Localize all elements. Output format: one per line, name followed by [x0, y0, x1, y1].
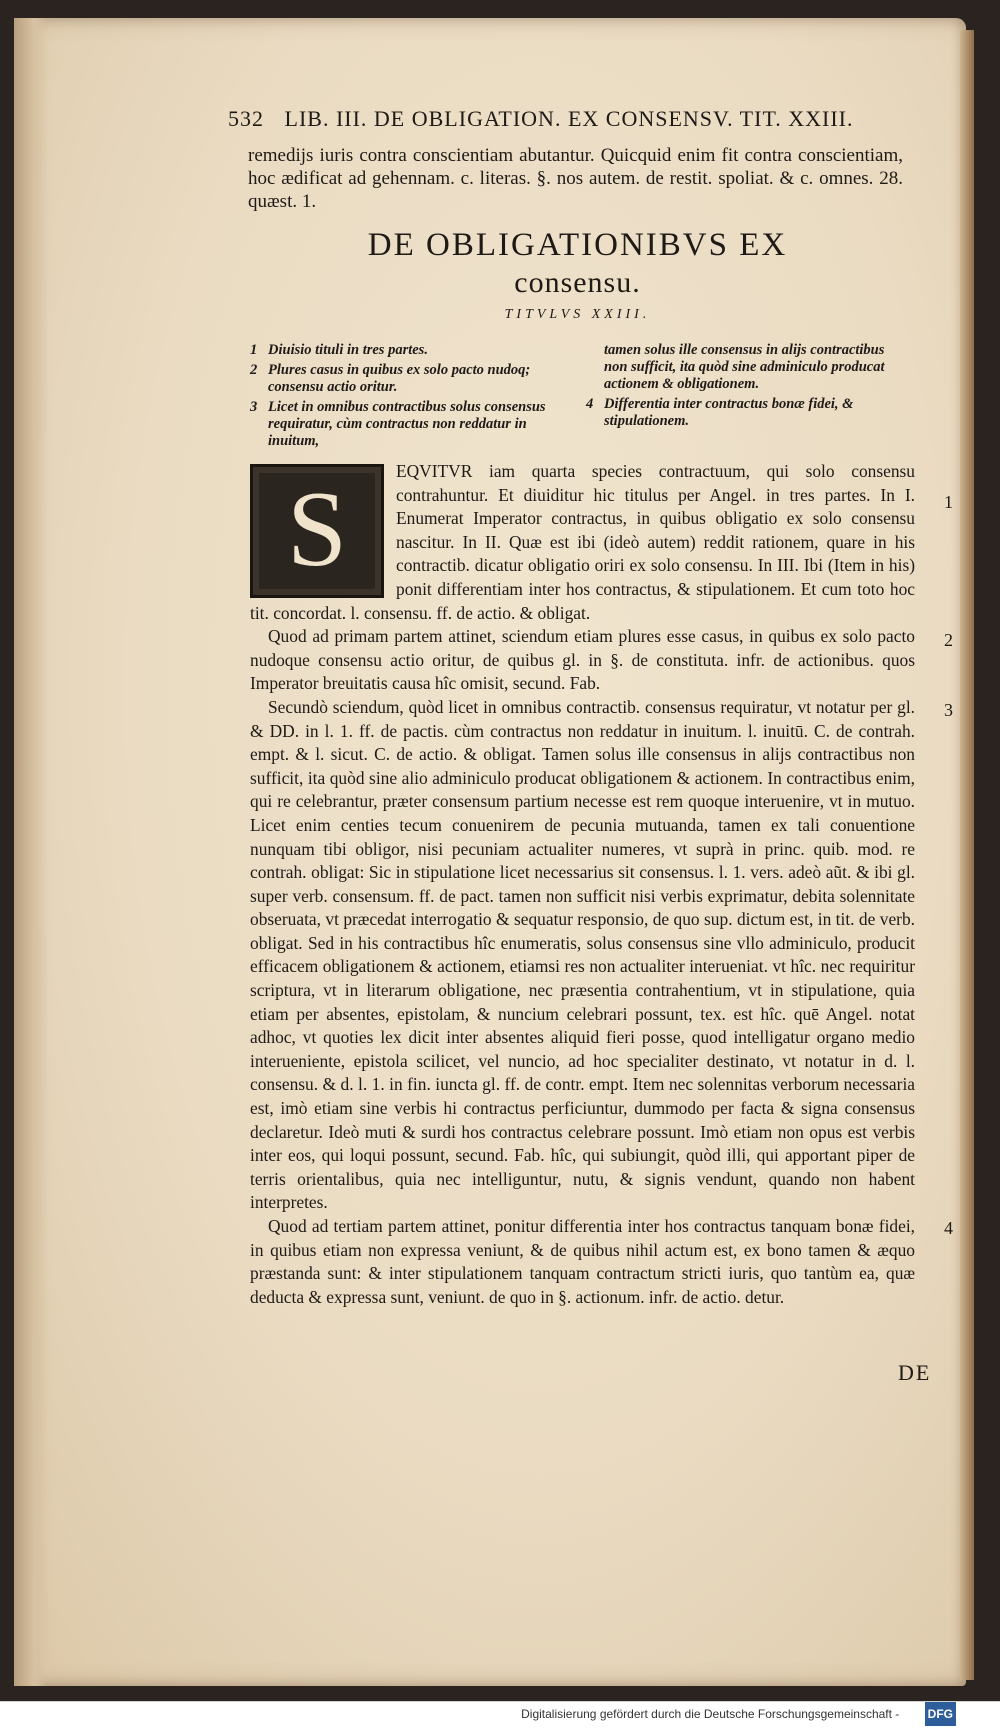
catchword: DE [898, 1360, 932, 1385]
summary-item [250, 399, 574, 450]
summary-right-column [586, 342, 910, 453]
summary-left-column [250, 342, 574, 453]
summary-text: Licet in omnibus contractibus solus consensus requiratur, cùm contractus non reddatur in inuitum, [268, 399, 546, 449]
summary-list [250, 342, 910, 453]
section-title [250, 226, 905, 302]
page-gutter [14, 18, 48, 1686]
digitization-footer [0, 1701, 1000, 1728]
titulus-heading: TITVLVS XXIII. [504, 307, 651, 322]
paragraph-1: EQVITVR iam quarta species contractuum, qui solo consensu contrahuntur. Et diuiditur hic titulus per Angel. in tres partes. In I. Enumerat Imperator contractus, in quibus obligatio ex solo consensu nascitur. In II. Quæ est ibi (ideò autem) reddit rationem, quare in his contractib. dicatur obligatio oriri ex solo consensu. In III. Ibi (Item in his) ponit differentiam inter hos contractus, & stipulationem. Et cum toto hoc tit. concordat. l. consensu. ff. de actio. & obligat. [250, 461, 915, 623]
summary-number: 4 [586, 396, 594, 412]
running-head-text: LIB. III. DE OBLIGATION. EX CONSENSV. TIT. XXIII. [284, 106, 854, 131]
previous-section-text: remedijs iuris contra conscientiam abutantur. Quicquid enim fit contra conscientiam, hoc ædificat ad gehennam. c. literas. §. nos autem. de restit. spoliat. & c. omnes. 28. quæst. 1. [248, 145, 903, 212]
page-number: 532 [228, 106, 264, 131]
paragraph-4: Quod ad tertiam partem attinet, ponitur differentia inter hos contractus tanquam bonæ fidei, in quibus etiam non expressa veniunt, & de quibus nihil actum est, ex bono tamen & æquo præstanda sunt: & inter stipulationem tanquam contractum stricti iuris, quo tantùm ea, quæ deducta & expressa sunt, veniunt. de quo in §. actionum. infr. de actio. detur. [250, 1216, 915, 1307]
summary-text: Plures casus in quibus ex solo pacto nudoq; consensu actio oritur. [268, 362, 531, 395]
summary-text: tamen solus ille consensus in alijs contractibus non sufficit, ita quòd sine adminiculo producat actionem & obligationem. [604, 342, 885, 392]
summary-item [250, 342, 574, 359]
summary-number: 3 [250, 399, 258, 415]
paragraph-3: Secundò sciendum, quòd licet in omnibus contractib. consensus requiratur, vt notatur per gl. & DD. in l. 1. ff. de pactis. cùm contractus non reddatur in inuitum. l. inuitū. C. de contrah. empt. & l. sicut. C. de actio. & obligat. Tamen solus ille consensus in alijs contractibus non sufficit, ita quòd sine alio adminiculo producat obligationem & actionem. In contractibus enim, qui re celebrantur, præter consensum partium necesse est rem quoque interuenire, vt in mutuo. Licet enim centies tecum conuenirem de pecunia mutuanda, tamen ex tali conuentione nunquam tibi obligor, nisi pecuniam actualiter numeres, vt suprà in princ. quib. mod. re contrah. obligat: Sic in stipulatione licet necessarius sit consensus. l. 1. vers. adeò aũt. & ibi gl. super verb. consensum. ff. de pact. tamen non sufficit nisi verbis exprimatur, debita solennitate obseruata, vt præcedat interrogatio & sequatur responsio, de quo sup. dictum est, in tit. de verb. obligat. Sed in his contractibus hîc enumeratis, solus consensus sine vllo adminiculo, producit efficacem obligationem & actionem, etiamsi res non actualiter interueniat. vt hîc. nec requiritur scriptura, vt in literarum obligatione, nec præsentia contrahentium, vt in stipulatione, quia etiam per absentes, epistolam, & nuncium celebrari possunt, tex. est hîc. quē Angel. notat adhoc, vt quoties lex dicit inter absentes aliquid fieri posse, quod intelligatur organo medio interueniente, epistola scilicet, vel nuncio, ad hoc specialiter destinato, vt notatur in d. l. consensu. & d. l. 1. in fin. iuncta gl. ff. de contr. empt. Item nec solennitas verborum necessaria est, imò etiam sine verbis hi contractus perficiuntur, dummodo per facta & signa consensus declaretur. Ideò muti & surdi hos contractus celebrare possunt. Imò etiam non opus est verbis inter eos, qui loqui possunt, secund. Fab. hîc, qui subiungit, quòd illi, qui apportant piper de terris orientalibus, quia nec intelliguntur, nutu, & signis vendunt, quando non habent interpretes. [250, 696, 915, 1213]
summary-number: 2 [250, 362, 258, 378]
summary-number [586, 342, 604, 393]
body-text [250, 460, 915, 1309]
summary-text: Diuisio tituli in tres partes. [268, 342, 428, 358]
running-head [228, 106, 908, 132]
margin-number-3: 3 [944, 700, 953, 720]
paragraph-2: Quod ad primam partem attinet, sciendum etiam plures esse casus, in quibus ex solo pacto nudoque consensu actio oritur, de quibus gl. in §. de constituta. infr. de actionibus. quos Imperator breuitatis causa hîc omisit, secund. Fab. [250, 626, 915, 694]
section-title-main: DE OBLIGATIONIBVS EX [367, 227, 788, 263]
page-edge [960, 30, 974, 1680]
summary-text: Differentia inter contractus bonæ fidei, & stipulationem. [604, 396, 854, 429]
section-title-sub: consensu. [514, 266, 641, 299]
decorated-initial: S [250, 464, 384, 598]
margin-number-2: 2 [944, 630, 953, 650]
summary-item [586, 396, 910, 430]
footer-credit: Digitalisierung gefördert durch die Deutsche Forschungsgemeinschaft - [521, 1707, 900, 1721]
summary-item [586, 342, 910, 393]
margin-number-1: 1 [944, 492, 953, 512]
dfg-logo: DFG [925, 1702, 956, 1726]
summary-item [250, 362, 574, 396]
margin-number-4: 4 [944, 1218, 953, 1238]
summary-number: 1 [250, 342, 258, 358]
